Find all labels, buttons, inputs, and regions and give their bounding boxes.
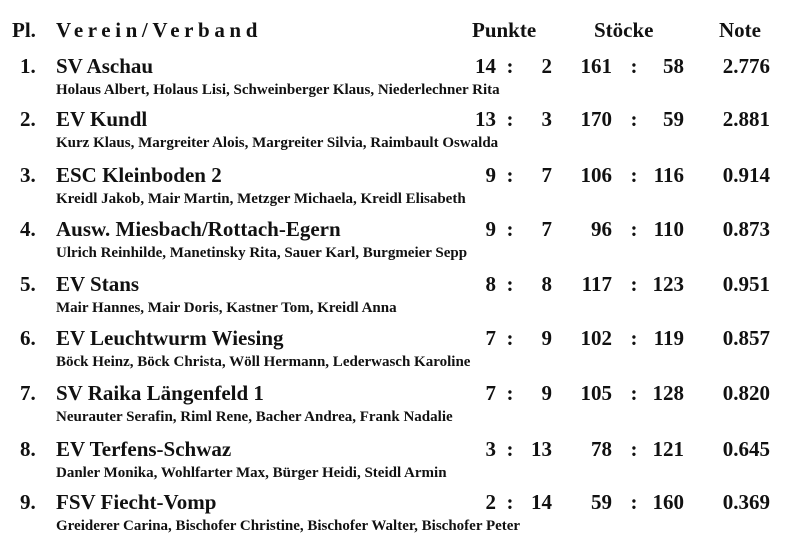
sticks-separator: : bbox=[630, 107, 638, 131]
header-sticks: Stöcke bbox=[594, 18, 654, 42]
note-value: 2.881 bbox=[722, 107, 770, 131]
result-line bbox=[0, 437, 800, 465]
table-row bbox=[0, 163, 800, 213]
sticks-lost: 58 bbox=[663, 54, 684, 78]
table-row bbox=[0, 217, 800, 267]
points-lost: 3 bbox=[541, 107, 552, 131]
result-line bbox=[0, 490, 800, 518]
points-separator: : bbox=[506, 163, 514, 187]
rank: 3. bbox=[20, 163, 36, 187]
sticks-won: 170 bbox=[580, 107, 612, 131]
points-separator: : bbox=[506, 54, 514, 78]
sticks-lost: 128 bbox=[652, 381, 684, 405]
result-line bbox=[0, 326, 800, 354]
points-lost: 9 bbox=[541, 381, 552, 405]
points-lost: 8 bbox=[541, 272, 552, 296]
sticks-separator: : bbox=[630, 272, 638, 296]
club-name: EV Kundl bbox=[56, 107, 148, 131]
rank: 1. bbox=[20, 54, 36, 78]
sticks-separator: : bbox=[630, 437, 638, 461]
table-header bbox=[0, 18, 800, 46]
points-lost: 14 bbox=[531, 490, 552, 514]
club-name: SV Raika Längenfeld 1 bbox=[56, 381, 264, 405]
points-won: 9 bbox=[485, 217, 496, 241]
sticks-lost: 59 bbox=[663, 107, 684, 131]
team-members: Böck Heinz, Böck Christa, Wöll Hermann, Lederwasch Karoline bbox=[56, 354, 471, 370]
team-members: Mair Hannes, Mair Doris, Kastner Tom, Kreidl Anna bbox=[56, 300, 397, 316]
header-points: Punkte bbox=[472, 18, 537, 42]
rank: 9. bbox=[20, 490, 36, 514]
result-line bbox=[0, 381, 800, 409]
table-row bbox=[0, 326, 800, 376]
note-value: 0.369 bbox=[722, 490, 770, 514]
result-line bbox=[0, 272, 800, 300]
header-rank: Pl. bbox=[12, 18, 36, 42]
sticks-lost: 160 bbox=[652, 490, 684, 514]
team-members: Kurz Klaus, Margreiter Alois, Margreiter Silvia, Raimbault Oswalda bbox=[56, 135, 499, 151]
points-won: 8 bbox=[485, 272, 496, 296]
sticks-won: 96 bbox=[591, 217, 612, 241]
table-row bbox=[0, 272, 800, 322]
rank: 2. bbox=[20, 107, 36, 131]
team-members: Holaus Albert, Holaus Lisi, Schweinberger Klaus, Niederlechner Rita bbox=[56, 82, 500, 98]
sticks-lost: 119 bbox=[653, 326, 684, 350]
result-line bbox=[0, 54, 800, 82]
points-separator: : bbox=[506, 272, 514, 296]
club-name: FSV Fiecht-Vomp bbox=[56, 490, 217, 514]
rank: 4. bbox=[20, 217, 36, 241]
points-separator: : bbox=[506, 107, 514, 131]
points-won: 13 bbox=[475, 107, 496, 131]
rank: 8. bbox=[20, 437, 36, 461]
points-separator: : bbox=[506, 217, 514, 241]
sticks-won: 106 bbox=[580, 163, 612, 187]
points-separator: : bbox=[506, 381, 514, 405]
points-separator: : bbox=[506, 437, 514, 461]
points-won: 3 bbox=[485, 437, 496, 461]
club-name: EV Leuchtwurm Wiesing bbox=[56, 326, 284, 350]
sticks-separator: : bbox=[630, 381, 638, 405]
team-members: Neurauter Serafin, Riml Rene, Bacher Andrea, Frank Nadalie bbox=[56, 409, 453, 425]
rank: 7. bbox=[20, 381, 36, 405]
result-line bbox=[0, 217, 800, 245]
sticks-won: 161 bbox=[580, 54, 612, 78]
table-row bbox=[0, 107, 800, 157]
table-row bbox=[0, 381, 800, 431]
result-line bbox=[0, 107, 800, 135]
header-club: Verein/Verband bbox=[56, 18, 262, 42]
sticks-lost: 121 bbox=[652, 437, 684, 461]
points-lost: 2 bbox=[541, 54, 552, 78]
points-lost: 7 bbox=[541, 163, 552, 187]
note-value: 2.776 bbox=[722, 54, 770, 78]
points-won: 9 bbox=[485, 163, 496, 187]
club-name: Ausw. Miesbach/Rottach-Egern bbox=[56, 217, 341, 241]
sticks-separator: : bbox=[630, 217, 638, 241]
team-members: Kreidl Jakob, Mair Martin, Metzger Michaela, Kreidl Elisabeth bbox=[56, 191, 466, 207]
sticks-won: 105 bbox=[580, 381, 612, 405]
rank: 5. bbox=[20, 272, 36, 296]
note-value: 0.645 bbox=[722, 437, 770, 461]
header-note: Note bbox=[719, 18, 761, 42]
team-members: Ulrich Reinhilde, Manetinsky Rita, Sauer Karl, Burgmeier Sepp bbox=[56, 245, 468, 261]
table-row bbox=[0, 490, 800, 540]
points-won: 7 bbox=[485, 326, 496, 350]
sticks-lost: 123 bbox=[652, 272, 684, 296]
table-row bbox=[0, 437, 800, 487]
sticks-separator: : bbox=[630, 163, 638, 187]
sticks-separator: : bbox=[630, 54, 638, 78]
points-separator: : bbox=[506, 326, 514, 350]
sticks-lost: 116 bbox=[653, 163, 684, 187]
note-value: 0.951 bbox=[722, 272, 770, 296]
club-name: EV Terfens-Schwaz bbox=[56, 437, 232, 461]
points-separator: : bbox=[506, 490, 514, 514]
result-line bbox=[0, 163, 800, 191]
note-value: 0.914 bbox=[722, 163, 770, 187]
points-won: 14 bbox=[475, 54, 496, 78]
sticks-won: 78 bbox=[591, 437, 612, 461]
points-lost: 7 bbox=[541, 217, 552, 241]
sticks-separator: : bbox=[630, 326, 638, 350]
points-won: 7 bbox=[485, 381, 496, 405]
note-value: 0.873 bbox=[722, 217, 770, 241]
club-name: EV Stans bbox=[56, 272, 140, 296]
points-lost: 13 bbox=[531, 437, 552, 461]
sticks-won: 59 bbox=[591, 490, 612, 514]
note-value: 0.857 bbox=[722, 326, 770, 350]
note-value: 0.820 bbox=[722, 381, 770, 405]
sticks-lost: 110 bbox=[653, 217, 684, 241]
rank: 6. bbox=[20, 326, 36, 350]
table-row bbox=[0, 54, 800, 104]
sticks-won: 102 bbox=[580, 326, 612, 350]
team-members: Greiderer Carina, Bischofer Christine, Bischofer Walter, Bischofer Peter bbox=[56, 518, 521, 534]
club-name: SV Aschau bbox=[56, 54, 154, 78]
points-lost: 9 bbox=[541, 326, 552, 350]
sticks-won: 117 bbox=[581, 272, 612, 296]
sticks-separator: : bbox=[630, 490, 638, 514]
team-members: Danler Monika, Wohlfarter Max, Bürger Heidi, Steidl Armin bbox=[56, 465, 447, 481]
club-name: ESC Kleinboden 2 bbox=[56, 163, 222, 187]
points-won: 2 bbox=[485, 490, 496, 514]
